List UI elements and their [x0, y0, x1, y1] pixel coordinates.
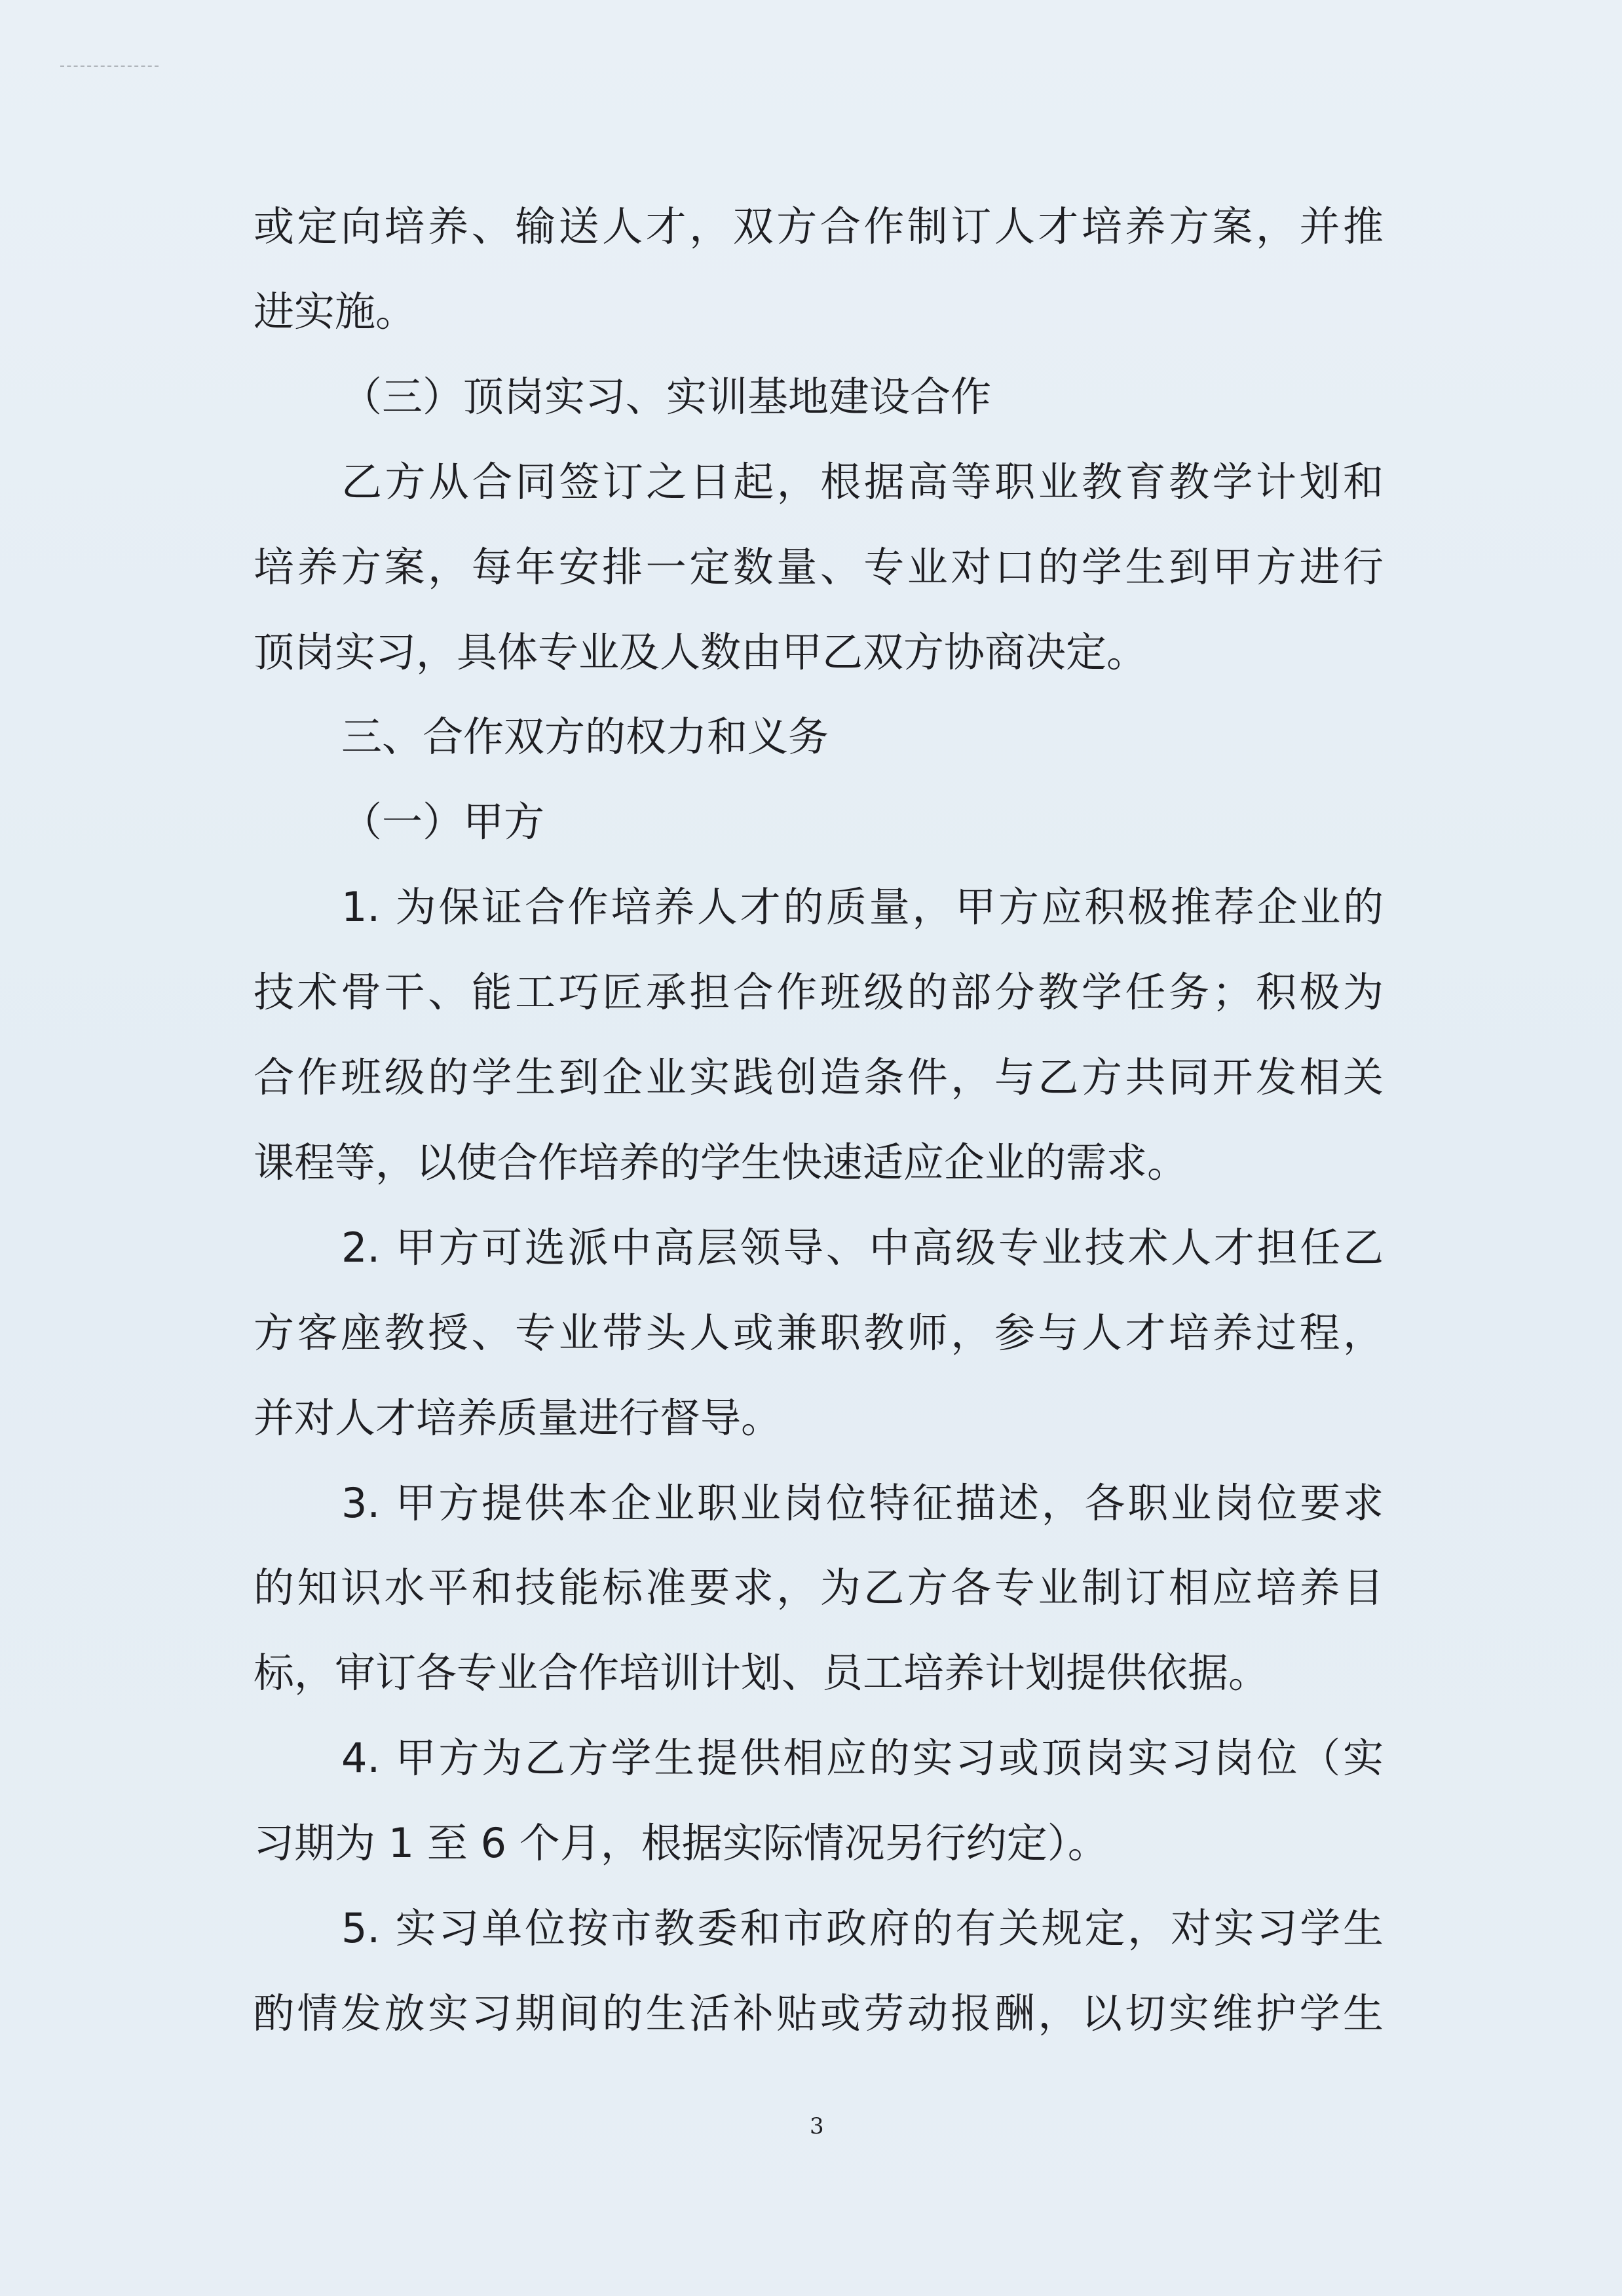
text-line: 并对人才培养质量进行督导。 [254, 1393, 782, 1442]
scan-artifact-mark [60, 66, 159, 84]
text-line: 4. 甲方为乙方学生提供相应的实习或顶岗实习岗位（实 [341, 1734, 1384, 1782]
text-line: 标，审订各专业合作培训计划、员工培养计划提供依据。 [254, 1649, 1270, 1697]
text-line: 合作班级的学生到企业实践创造条件，与乙方共同开发相关 [254, 1053, 1384, 1101]
text-line: 3. 甲方提供本企业职业岗位特征描述，各职业岗位要求 [341, 1478, 1384, 1527]
text-line: 酌情发放实习期间的生活补贴或劳动报酬，以切实维护学生 [254, 1989, 1384, 2037]
text-line: （一）甲方 [341, 798, 545, 846]
text-line: 技术骨干、能工巧匠承担合作班级的部分教学任务；积极为 [254, 968, 1384, 1017]
text-line: 1. 为保证合作培养人才的质量，甲方应积极推荐企业的 [341, 883, 1384, 932]
text-line: 的知识水平和技能标准要求，为乙方各专业制订相应培养目 [254, 1564, 1384, 1612]
text-line: 课程等，以使合作培养的学生快速适应企业的需求。 [254, 1138, 1188, 1186]
page-number: 3 [810, 2113, 824, 2139]
text-line: 习期为 1 至 6 个月，根据实际情况另行约定）。 [254, 1819, 1108, 1868]
text-line: 乙方从合同签订之日起，根据高等职业教育教学计划和 [341, 457, 1384, 506]
text-line: 5. 实习单位按市教委和市政府的有关规定，对实习学生 [341, 1904, 1384, 1952]
text-line: 2. 甲方可选派中高层领导、中高级专业技术人才担任乙 [341, 1223, 1384, 1271]
text-line: 或定向培养、输送人才，双方合作制订人才培养方案，并推 [254, 202, 1384, 250]
text-line: （三）顶岗实习、实训基地建设合作 [341, 372, 992, 421]
text-line: 培养方案，每年安排一定数量、专业对口的学生到甲方进行 [254, 542, 1384, 591]
text-line: 方客座教授、专业带头人或兼职教师，参与人才培养过程， [254, 1308, 1384, 1357]
text-line: 顶岗实习，具体专业及人数由甲乙双方协商决定。 [254, 628, 1148, 676]
text-line: 进实施。 [254, 287, 417, 335]
text-line: 三、合作双方的权力和义务 [341, 713, 829, 761]
